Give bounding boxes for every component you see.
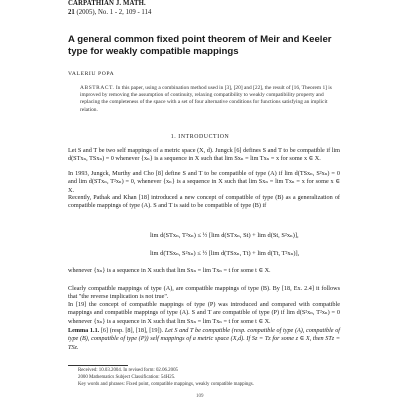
- lemma-refs: [6] (resp. [8], [18], [19]).: [100, 327, 164, 334]
- lemma-name: Lemma 1.1.: [68, 327, 100, 334]
- abstract: [80, 85, 334, 114]
- footnote-received: Received: 10.03.2004. In revised form: 02.06.2005: [78, 368, 178, 373]
- section-heading: 1. INTRODUCTION: [170, 134, 230, 140]
- paragraph-6: In [19] the concept of compatible mappings of type (P) was introduced and compared with compatible mappings and compatible mappings of type (A). S and T are compatible of type (P) if lim d(S²xₙ, T²xₙ) = 0 whenever {xₙ} is a sequence in X such that lim Sxₙ = lim Txₙ = t for some t ∈ X.: [68, 301, 340, 325]
- paragraph-5: Clearly compatible mappings of type (A), are compatible mappings of type (B). By [18, Ex. 2.4] it follows that "the reverse implication is not true".: [68, 285, 340, 301]
- paper-title: A general common fixed point theorem of Meir and Keeler type for weakly compatible mappings: [68, 34, 332, 57]
- footnote-msc: 2000 Mathematics Subject Classification: 54H25.: [78, 375, 176, 380]
- journal-name: CARPATHIAN J. MATH.: [68, 0, 146, 7]
- page-number: 109: [196, 394, 204, 399]
- journal-volume: 21: [68, 9, 75, 16]
- lemma: [68, 327, 340, 352]
- formula-1: lim d(STxₙ, T²xₙ) ≤ ½ [lim d(STxₙ, St) + lim d(St, S²xₙ)],: [150, 232, 299, 239]
- paper-author: VALERIU POPA: [68, 71, 115, 77]
- footnote-keywords: Key words and phrases: Fixed point, compatible mappings, weakly compatible mappings.: [78, 382, 254, 387]
- abstract-label: ABSTRACT.: [80, 85, 115, 91]
- journal-issue: [68, 9, 151, 17]
- paragraph-4: whenever {xₙ} is a sequence in X such that lim Sxₙ = lim Txₙ = t for some t ∈ X.: [68, 267, 271, 274]
- footnote-rule: [68, 365, 128, 366]
- abstract-text: In this paper, using a combination method used in [3], [20] and [22], the result of [16, Theorem 1] is improved by removing the assumption of continuity, relaxing compatibility to weakly compatibility property and replacing the completeness of the space with a set of four alternative conditions for functions satisfying an implicit relation.: [80, 85, 332, 113]
- paragraph-1: Let S and T be two self mappings of a metric space (X, d). Jungck [6] defines S and T to be compatible if lim d(STxₙ, TSxₙ) = 0 whenever {xₙ} is a sequence in X such that lim Sxₙ = lim Txₙ = x for some x ∈ X.: [68, 147, 340, 163]
- paragraph-3: Recently, Pathak and Khan [18] introduced a new concept of compatible of type (B) as a generalization of compatible mappings of type (A). S and T is said to be compatible of type (B) if: [68, 194, 340, 210]
- journal-issue-rest: (2005), No. 1 - 2, 109 - 114: [74, 9, 152, 16]
- lemma-statement: Let S and T be compatible (resp. compatible of type (A), compatible of type (B), compatible of type (P)) self mappings of a metric space (X,d). If Sz = Tz for some z ∈ X, then STz = TSz.: [68, 327, 341, 351]
- paragraph-2: In 1993, Jungck, Murthy and Cho [8] define S and T to be compatible of type (A) if lim d(TSxₙ, S²xₙ) = 0 and lim d(STxₙ, T²xₙ) = 0, whenever {xₙ} is a sequence in X such that lim Sxₙ = lim Txₙ = x for some x ∈ X.: [68, 170, 340, 194]
- formula-2: lim d(TSxₙ, S²xₙ) ≤ ½ [lim d(TSxₙ, Tt) + lim d(Tt, T²xₙ)],: [150, 250, 300, 257]
